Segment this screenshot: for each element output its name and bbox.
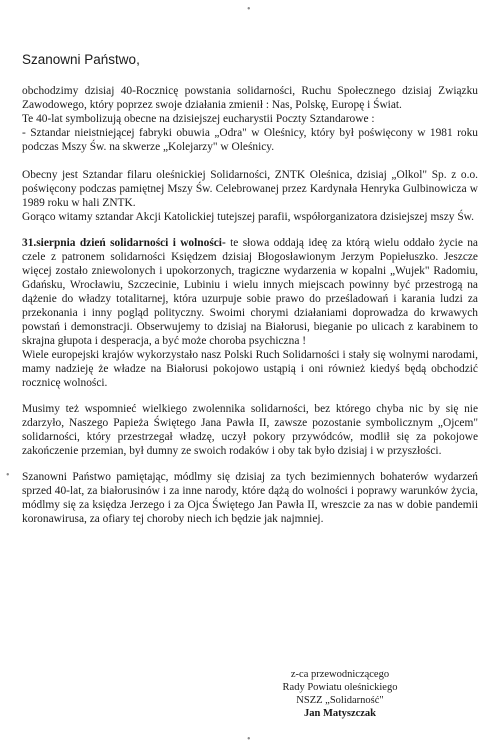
paragraph-anniversary: obchodzimy dzisiaj 40-Rocznicę powstania solidarności, Ruchu Społecznego dzisiaj Związku Zawodowego, który poprzez swoje działania zmienił : Nas, Polskę, Europę i Świat.: [22, 85, 478, 111]
signature-name: Jan Matyszczak: [303, 708, 377, 719]
punch-mark-top: •: [247, 4, 251, 15]
paragraph-john-paul: Musimy też wspomnieć wielkiego zwolennika solidarności, bez którego chyba nic by się nie zdarzyło, Naszego Papieża Świętego Jana Pawła II, zawsze pozostanie symbolicznym „Ojcem" solidarności, który przestrzegał władzę, uczył pokory przywódców, modlił się za pokojowe zakończenie przemian, był dumny ze swoich rodaków i oby tak było dzisiaj i w przyszłości.: [22, 403, 478, 457]
paragraph-odra-banner: - Sztandar nieistniejącej fabryki obuwia „Odra" w Oleśnicy, który był poświęcony w 1981 roku podczas Mszy Św. na skwerze „Kolejarzy" w Oleśnicy.: [22, 127, 478, 153]
punch-mark-left: •: [6, 470, 10, 481]
paragraph-freedom-day: [22, 236, 478, 348]
paragraph-banners-intro: Te 40-lat symbolizują obecne na dzisiejszej eucharystii Poczty Sztandarowe :: [22, 113, 375, 125]
greeting: Szanowni Państwo,: [22, 52, 140, 67]
paragraph-european-countries: Wiele europejski krajów wykorzystało nasz Polski Ruch Solidarności i stały się wolnymi narodami, mamy nadzieję że władze na Białorusi pokojowo ustąpią i oni również kiedyś będą obchodzić rocznicę wolności.: [22, 349, 478, 389]
signature-block: [250, 668, 430, 720]
signature-title: z-ca przewodniczącego: [290, 669, 390, 680]
paragraph-prayer: Szanowni Państwo pamiętając, módlmy się dzisiaj za tych bezimiennych bohaterów wydarzeń sprzed 40-lat, za białorusinów i za inne narody, które dążą do wolności i poprawy warunków życia, módlmy się za księdza Jerzego i za Ojca Świętego Jan Pawła II, wreszcie za nas w dobie pandemii koronawirusa, za ofiary tej choroby niech ich będzie jak najmniej.: [22, 471, 478, 525]
signature-council: Rady Powiatu oleśnickiego: [282, 682, 398, 693]
paragraph-zntk-banner: Obecny jest Sztandar filaru oleśnickiej Solidarności, ZNTK Oleśnica, dzisiaj „Olkol" Sp. z o.o. poświęcony podczas pamiętnej Mszy Św. Celebrowanej przez Kardynała Henryka Gulbinowicza w 1989 roku w hali ZNTK.: [22, 169, 478, 209]
freedom-day-heading: 31.sierpnia dzień solidarności i wolności-: [22, 237, 226, 249]
paragraph-catholic-action: Gorąco witamy sztandar Akcji Katolickiej tutejszej parafii, współorganizatora dzisiejszej mszy Św.: [22, 211, 475, 223]
letter-body: [22, 84, 478, 526]
signature-union: NSZZ „Solidarność": [296, 695, 384, 706]
punch-mark-bottom: •: [247, 734, 251, 745]
freedom-day-text: te słowa oddają ideę za którą wielu oddało życie na czele z patronem solidarności Księdzem dzisiaj Błogosławionym Jerzym Popiełuszko. Jeszcze więcej zostało zniewolonych i upokorzonych, tragiczne wydarzenia w kopalni „Wujek" Radomiu, Gdańsku, Wrocławiu, Szczecinie, Lubiniu i wielu innych miejscach powinny być przestrogą na dążenie do władzy totalitarnej, która uzurpuje sobie prawo do prześladowań i karania ludzi za przekonania i inny pogląd polityczny. Swoimi chorymi działaniami doprowadza do krwawych powstań i demonstracji. Obserwujemy to dzisiaj na Białorusi, bieganie po ulicach z karabinem to skrajna głupota i desperacja, a być może choroba psychiczna !: [22, 237, 478, 347]
